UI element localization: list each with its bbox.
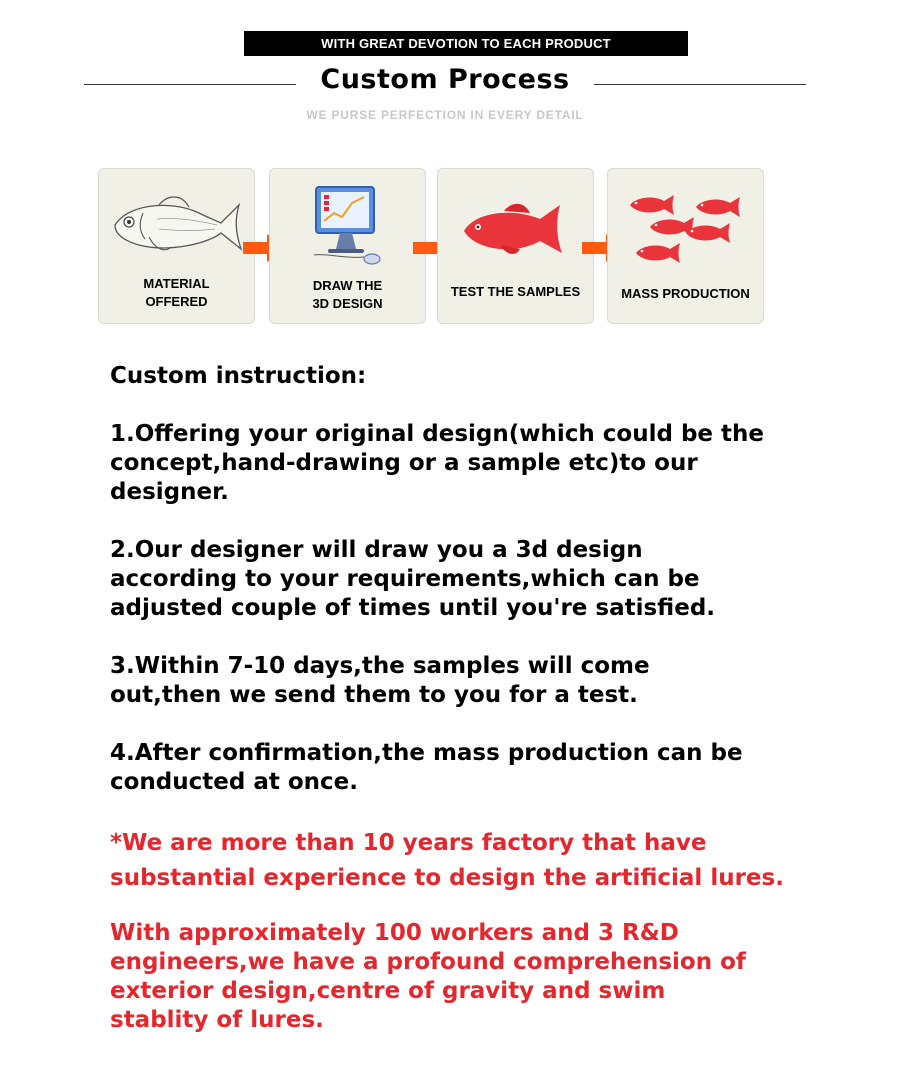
top-banner: WITH GREAT DEVOTION TO EACH PRODUCT (244, 31, 688, 56)
title-divider-right (594, 84, 806, 85)
fish-school-icon (626, 191, 756, 271)
step-card-mass (607, 168, 764, 324)
page-title: Custom Process (320, 64, 570, 95)
step-label-material: MATERIAL OFFERED (143, 276, 210, 309)
instructions (110, 362, 870, 1035)
red-fish-icon (460, 199, 580, 263)
instructions-heading: Custom instruction: (110, 363, 367, 389)
step-label-test: TEST THE SAMPLES (450, 284, 581, 299)
instruction-item: 2.Our designer will draw you a 3d design according to your requirements,which can be adjusted couple of times until you're satisfied. (110, 537, 716, 621)
title-row (84, 64, 806, 104)
instruction-item: 4.After confirmation,the mass production can be conducted at once. (110, 740, 743, 795)
workers-note: With approximately 100 workers and 3 R&D engineers,we have a profound comprehension of exterior design,centre of gravity and swim stablity of lures. (110, 920, 746, 1033)
instruction-item: 1.Offering your original design(which could be the concept,hand-drawing or a sample etc)to our designer. (110, 421, 764, 505)
sketch-fish-icon (109, 191, 245, 263)
title-divider-left (84, 84, 296, 85)
page-subtitle: WE PURSE PERFECTION IN EVERY DETAIL (306, 108, 584, 122)
step-card-material (98, 168, 255, 324)
factory-note: *We are more than 10 years factory that have substantial experience to design the artificial lures. (110, 830, 784, 891)
computer-monitor-icon (306, 183, 396, 269)
step-label-mass: MASS PRODUCTION (621, 286, 750, 301)
step-card-design (269, 168, 426, 324)
step-label-design: DRAW THE 3D DESIGN (312, 278, 383, 311)
instruction-item: 3.Within 7-10 days,the samples will come out,then we send them to you for a test. (110, 653, 650, 708)
step-card-test (437, 168, 594, 324)
